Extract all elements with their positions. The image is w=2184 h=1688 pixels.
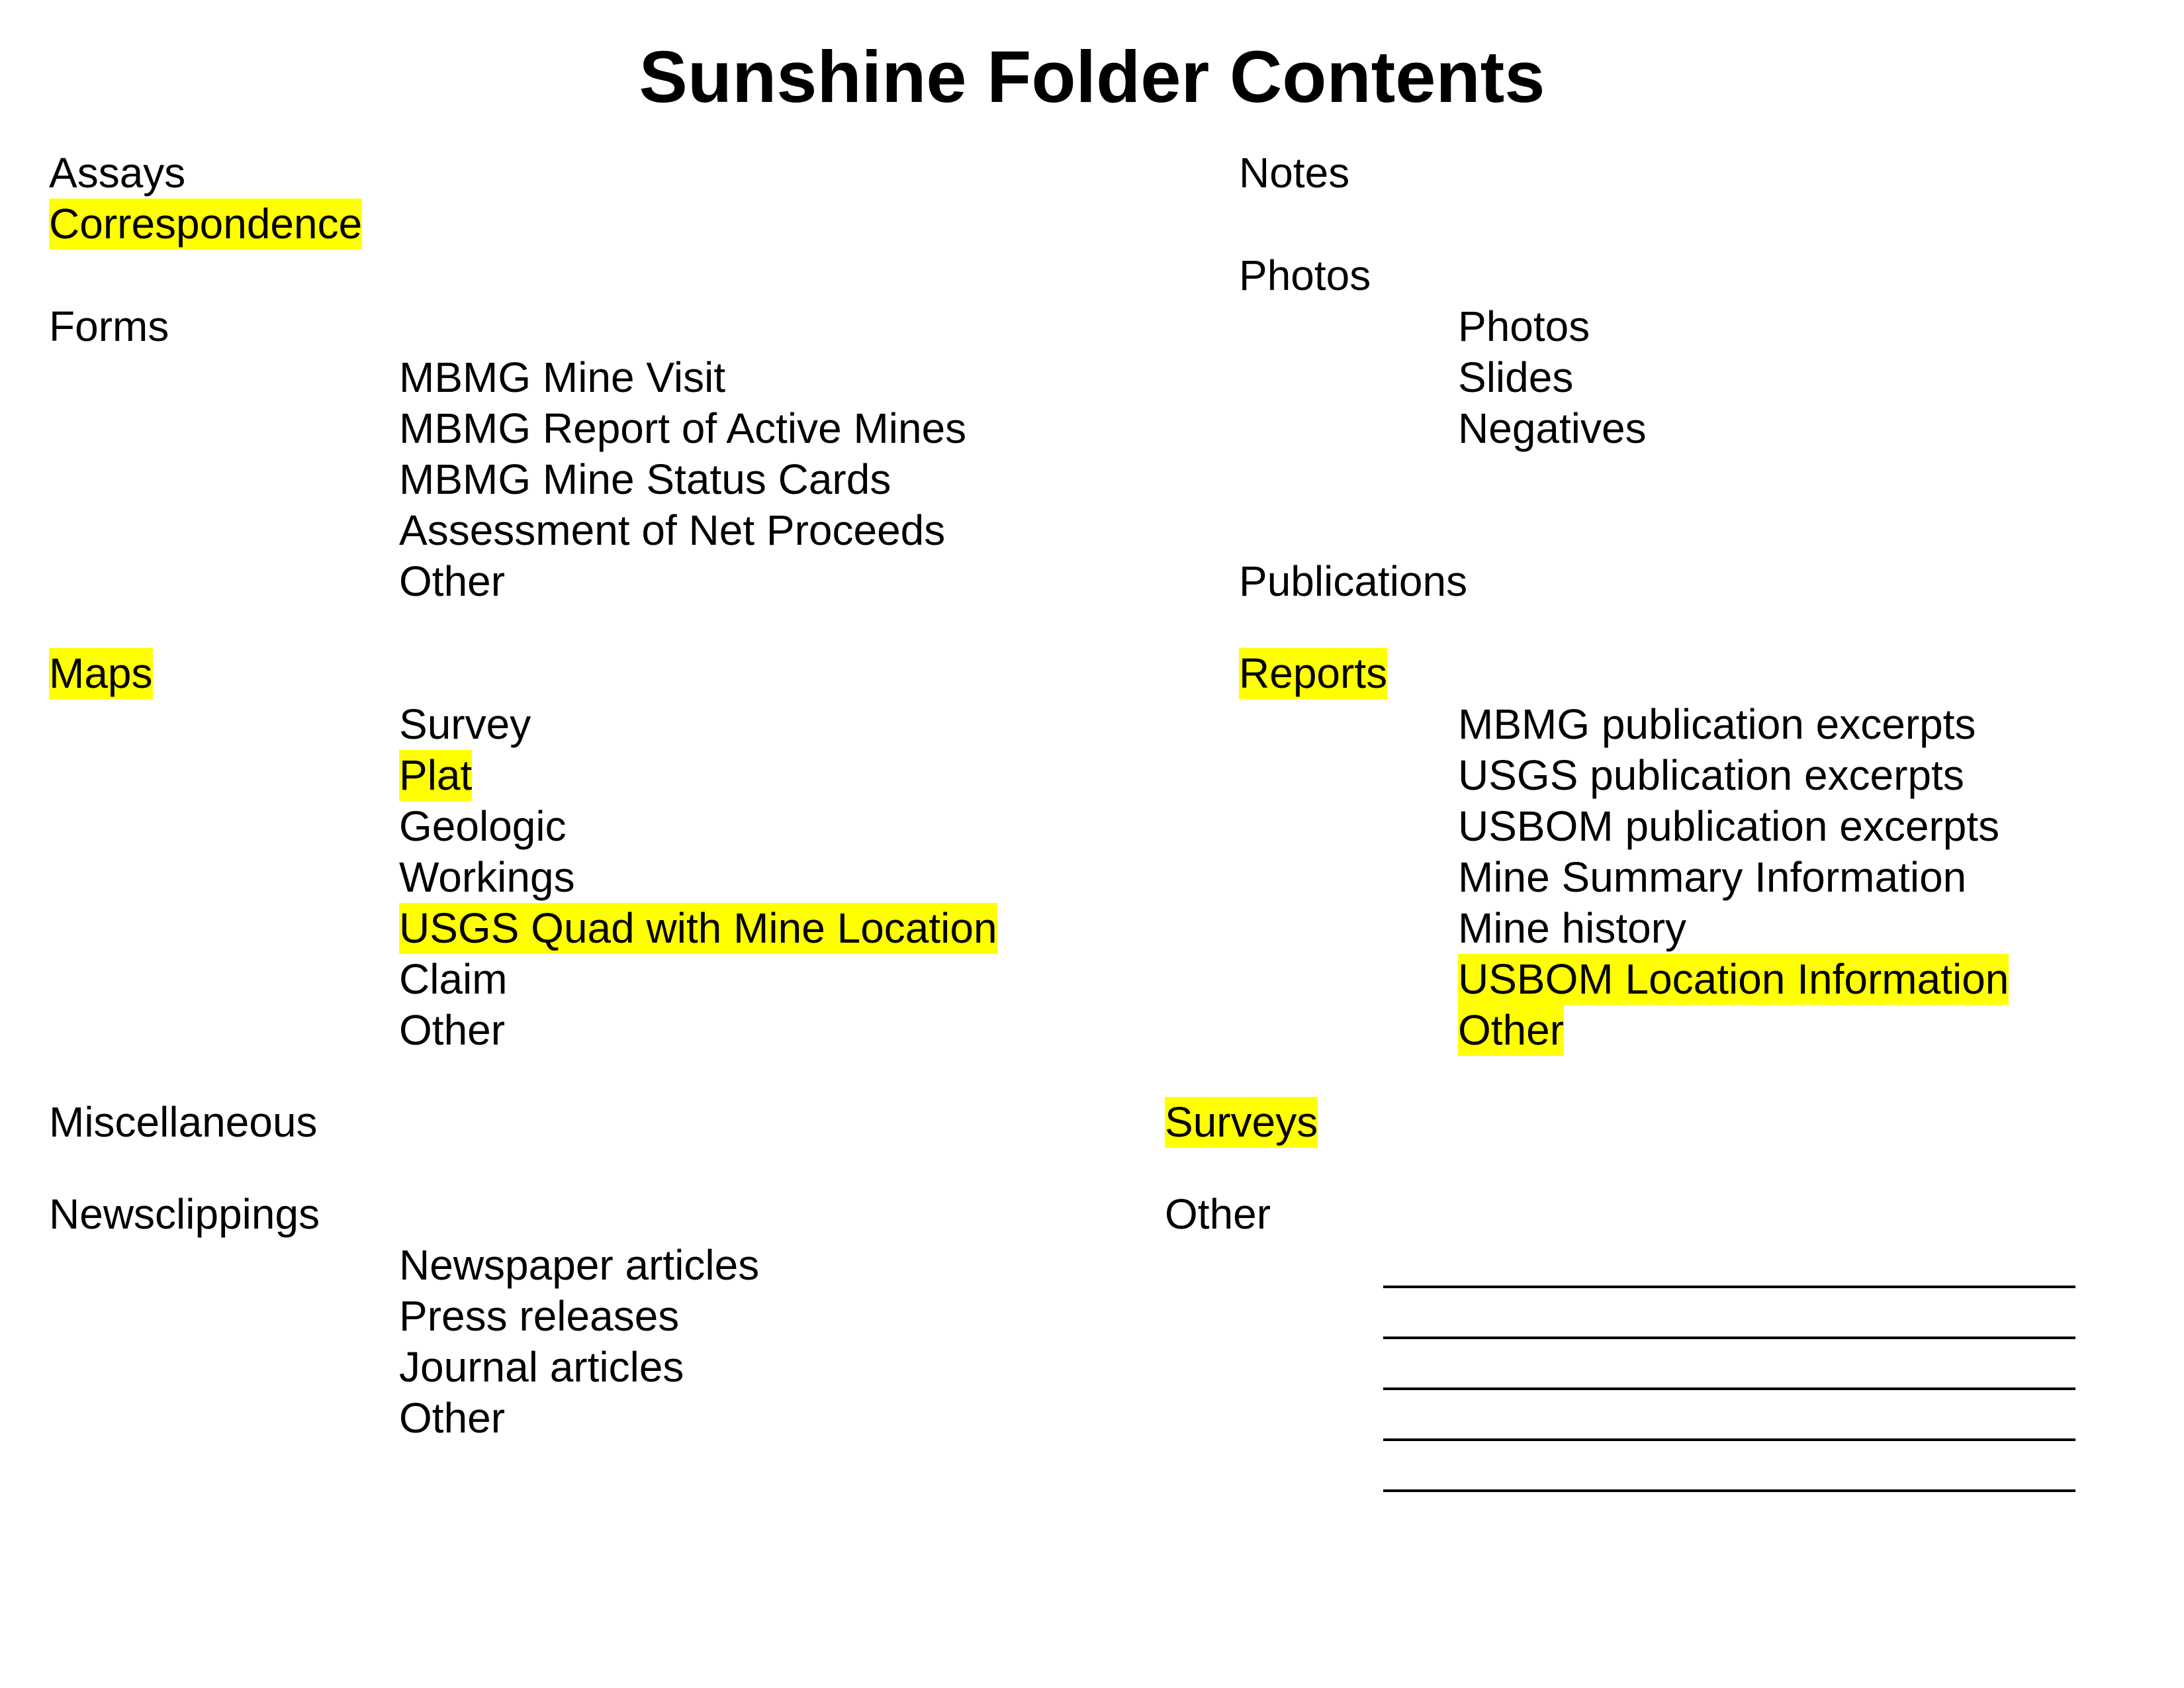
newsclippings-item: Other [399,1394,506,1442]
section-publications: Publications [1239,557,1468,605]
forms-item: MBMG Mine Visit [399,353,726,401]
section-maps: Maps [49,648,153,699]
forms-item: Assessment of Net Proceeds [399,506,946,554]
section-assays: Assays [49,149,186,197]
blank-line[interactable] [1383,1286,2075,1288]
maps-item: USGS Quad with Mine Location [399,903,997,954]
newsclippings-item: Journal articles [399,1343,684,1391]
section-surveys: Surveys [1165,1097,1318,1148]
photos-item: Slides [1458,353,1574,401]
maps-item: Plat [399,750,472,801]
maps-item: Other [399,1006,506,1054]
forms-item: MBMG Report of Active Mines [399,404,967,452]
page-title: Sunshine Folder Contents [639,36,1545,118]
reports-item: USBOM publication excerpts [1458,802,2000,850]
forms-item: MBMG Mine Status Cards [399,455,891,503]
photos-item: Negatives [1458,404,1647,452]
blank-line[interactable] [1383,1336,2075,1339]
reports-item: Mine Summary Information [1458,853,1967,901]
section-notes: Notes [1239,149,1350,197]
section-other: Other [1165,1190,1271,1238]
reports-item: MBMG publication excerpts [1458,700,1976,748]
blank-line[interactable] [1383,1438,2075,1441]
section-correspondence: Correspondence [49,199,362,250]
section-reports: Reports [1239,648,1387,699]
section-miscellaneous: Miscellaneous [49,1098,318,1146]
newsclippings-item: Newspaper articles [399,1241,760,1289]
blank-line[interactable] [1383,1387,2075,1390]
maps-item: Workings [399,853,575,901]
maps-item: Survey [399,700,531,748]
reports-item: USGS publication excerpts [1458,751,1964,799]
reports-item: Other [1458,1005,1564,1056]
maps-item: Geologic [399,802,567,850]
reports-item: USBOM Location Information [1458,954,2009,1005]
reports-item: Mine history [1458,904,1686,952]
section-newsclippings: Newsclippings [49,1190,320,1238]
photos-item: Photos [1458,303,1590,350]
newsclippings-item: Press releases [399,1292,680,1340]
maps-item: Claim [399,955,508,1003]
section-forms: Forms [49,303,169,350]
forms-item: Other [399,557,506,605]
section-photos: Photos [1239,252,1371,299]
blank-line[interactable] [1383,1489,2075,1492]
